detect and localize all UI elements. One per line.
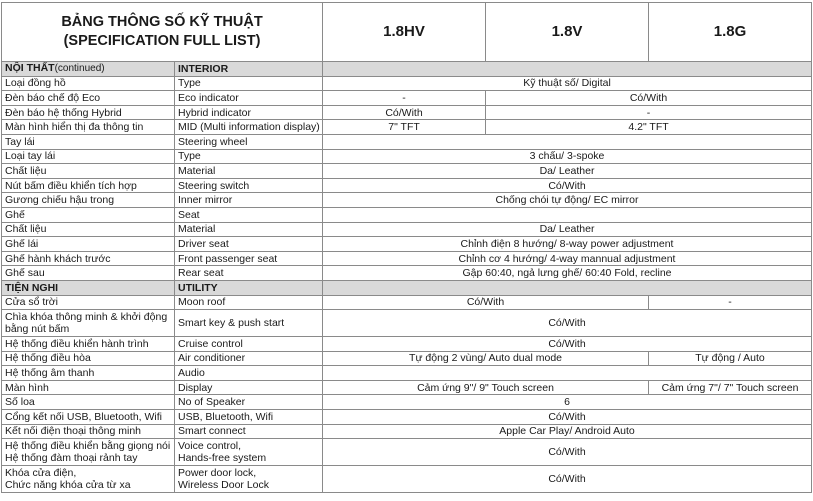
row-label-vn: Đèn báo hệ thống Hybrid <box>2 105 175 120</box>
spec-value <box>323 134 812 149</box>
row-label-vn: Ghế <box>2 207 175 222</box>
row-label-en: Rear seat <box>175 266 323 281</box>
row-label-vn: Loại đồng hồ <box>2 76 175 91</box>
spec-value <box>323 366 812 381</box>
spec-value: 7" TFT <box>323 120 486 135</box>
section-label-vn: NỘI THẤT(continued) <box>2 62 175 77</box>
table-row <box>2 105 812 120</box>
table-row <box>2 439 812 466</box>
section-label-en: UTILITY <box>175 280 323 295</box>
spec-value: - <box>486 105 812 120</box>
row-label-vn: Chất liệu <box>2 222 175 237</box>
table-row <box>2 251 812 266</box>
row-label-vn: Màn hình <box>2 380 175 395</box>
model-header-1-8g: 1.8G <box>649 3 812 62</box>
row-label-vn: Cổng kết nối USB, Bluetooth, Wifi <box>2 410 175 425</box>
row-label-en: Smart key & push start <box>175 310 323 337</box>
row-label-en: Seat <box>175 207 323 222</box>
row-label-en: Material <box>175 222 323 237</box>
table-row <box>2 366 812 381</box>
spec-table <box>1 2 812 493</box>
section-spacer <box>323 62 812 77</box>
spec-value: Có/With <box>323 295 649 310</box>
row-label-vn: Hệ thống điều hòa <box>2 351 175 366</box>
spec-value: Gập 60:40, ngả lưng ghế/ 60:40 Fold, recline <box>323 266 812 281</box>
table-row <box>2 164 812 179</box>
row-label-en: Driver seat <box>175 237 323 252</box>
row-label-vn: Tay lái <box>2 134 175 149</box>
row-label-en: Cruise control <box>175 337 323 352</box>
spec-value: Có/With <box>323 337 812 352</box>
table-row <box>2 395 812 410</box>
row-label-en: Front passenger seat <box>175 251 323 266</box>
table-row <box>2 380 812 395</box>
spec-value: Kỹ thuật số/ Digital <box>323 76 812 91</box>
row-label-vn: Chìa khóa thông minh & khởi động bằng nút bấm <box>2 310 175 337</box>
model-header-1-8v: 1.8V <box>486 3 649 62</box>
row-label-vn: Đèn báo chế độ Eco <box>2 91 175 106</box>
row-label-vn: Kết nối điện thoại thông minh <box>2 424 175 439</box>
table-row <box>2 466 812 493</box>
row-label-vn: Số loa <box>2 395 175 410</box>
row-label-en: MID (Multi information display) <box>175 120 323 135</box>
spec-value: - <box>323 91 486 106</box>
row-label-en: Smart connect <box>175 424 323 439</box>
spec-value: Có/With <box>486 91 812 106</box>
table-row <box>2 134 812 149</box>
title-line-vn: BẢNG THÔNG SỐ KỸ THUẬT <box>61 14 263 30</box>
sheet-title <box>2 3 323 62</box>
row-label-en: Power door lock, Wireless Door Lock <box>175 466 323 493</box>
spec-value: Tự động / Auto <box>649 351 812 366</box>
row-label-en: Material <box>175 164 323 179</box>
row-label-en: Air conditioner <box>175 351 323 366</box>
spec-value: Da/ Leather <box>323 164 812 179</box>
row-label-vn: Gương chiếu hậu trong <box>2 193 175 208</box>
row-label-en: Type <box>175 149 323 164</box>
row-label-en: Display <box>175 380 323 395</box>
section-label-vn: TIỆN NGHI <box>2 280 175 295</box>
row-label-en: Audio <box>175 366 323 381</box>
continued-note: (continued) <box>54 63 105 75</box>
model-header-1-8hv: 1.8HV <box>323 3 486 62</box>
table-row <box>2 237 812 252</box>
table-row <box>2 410 812 425</box>
table-row <box>2 178 812 193</box>
spec-value: 3 chấu/ 3-spoke <box>323 149 812 164</box>
table-row <box>2 266 812 281</box>
spec-value: Có/With <box>323 178 812 193</box>
spec-value: Chống chói tự động/ EC mirror <box>323 193 812 208</box>
row-label-vn: Chất liệu <box>2 164 175 179</box>
row-label-vn: Hệ thống âm thanh <box>2 366 175 381</box>
table-row <box>2 295 812 310</box>
spec-value: 4.2" TFT <box>486 120 812 135</box>
row-label-en: Hybrid indicator <box>175 105 323 120</box>
spec-value: Da/ Leather <box>323 222 812 237</box>
spec-value: Có/With <box>323 410 812 425</box>
row-label-en: USB, Bluetooth, Wifi <box>175 410 323 425</box>
table-row <box>2 337 812 352</box>
table-row <box>2 91 812 106</box>
row-label-vn: Khóa cửa điện, Chức năng khóa cửa từ xa <box>2 466 175 493</box>
spec-value: Tự động 2 vùng/ Auto dual mode <box>323 351 649 366</box>
table-row <box>2 310 812 337</box>
spec-value: Cảm ứng 9"/ 9" Touch screen <box>323 380 649 395</box>
section-spacer <box>323 280 812 295</box>
row-label-en: Steering wheel <box>175 134 323 149</box>
table-row <box>2 193 812 208</box>
spec-value: Có/With <box>323 310 812 337</box>
row-label-en: Inner mirror <box>175 193 323 208</box>
row-label-vn: Nút bấm điều khiển tích hợp <box>2 178 175 193</box>
title-line-en: (SPECIFICATION FULL LIST) <box>63 33 261 49</box>
table-row <box>2 207 812 222</box>
section-row-utility <box>2 280 812 295</box>
spec-value: Có/With <box>323 105 486 120</box>
row-label-vn: Hệ thống điều khiển bằng giọng nói Hệ thống đàm thoại rảnh tay <box>2 439 175 466</box>
table-row <box>2 120 812 135</box>
spec-value <box>323 207 812 222</box>
row-label-vn: Ghế sau <box>2 266 175 281</box>
spec-value: Có/With <box>323 466 812 493</box>
spec-value: 6 <box>323 395 812 410</box>
row-label-vn: Ghế hành khách trước <box>2 251 175 266</box>
spec-value: Cảm ứng 7"/ 7" Touch screen <box>649 380 812 395</box>
row-label-vn: Ghế lái <box>2 237 175 252</box>
row-label-en: Eco indicator <box>175 91 323 106</box>
row-label-vn: Hệ thống điều khiển hành trình <box>2 337 175 352</box>
table-row <box>2 149 812 164</box>
table-row <box>2 76 812 91</box>
row-label-vn: Loại tay lái <box>2 149 175 164</box>
row-label-vn: Cửa sổ trời <box>2 295 175 310</box>
table-row <box>2 351 812 366</box>
spec-value: Có/With <box>323 439 812 466</box>
table-row <box>2 424 812 439</box>
section-row-interior <box>2 62 812 77</box>
table-row <box>2 222 812 237</box>
spec-value: Chỉnh điện 8 hướng/ 8-way power adjustment <box>323 237 812 252</box>
row-label-en: Voice control, Hands-free system <box>175 439 323 466</box>
header-row <box>2 3 812 62</box>
row-label-en: Moon roof <box>175 295 323 310</box>
spec-value: Apple Car Play/ Android Auto <box>323 424 812 439</box>
section-label-en: INTERIOR <box>175 62 323 77</box>
row-label-en: No of Speaker <box>175 395 323 410</box>
row-label-en: Steering switch <box>175 178 323 193</box>
spec-value: Chỉnh cơ 4 hướng/ 4-way mannual adjustment <box>323 251 812 266</box>
row-label-en: Type <box>175 76 323 91</box>
row-label-vn: Màn hình hiển thị đa thông tin <box>2 120 175 135</box>
spec-value: - <box>649 295 812 310</box>
